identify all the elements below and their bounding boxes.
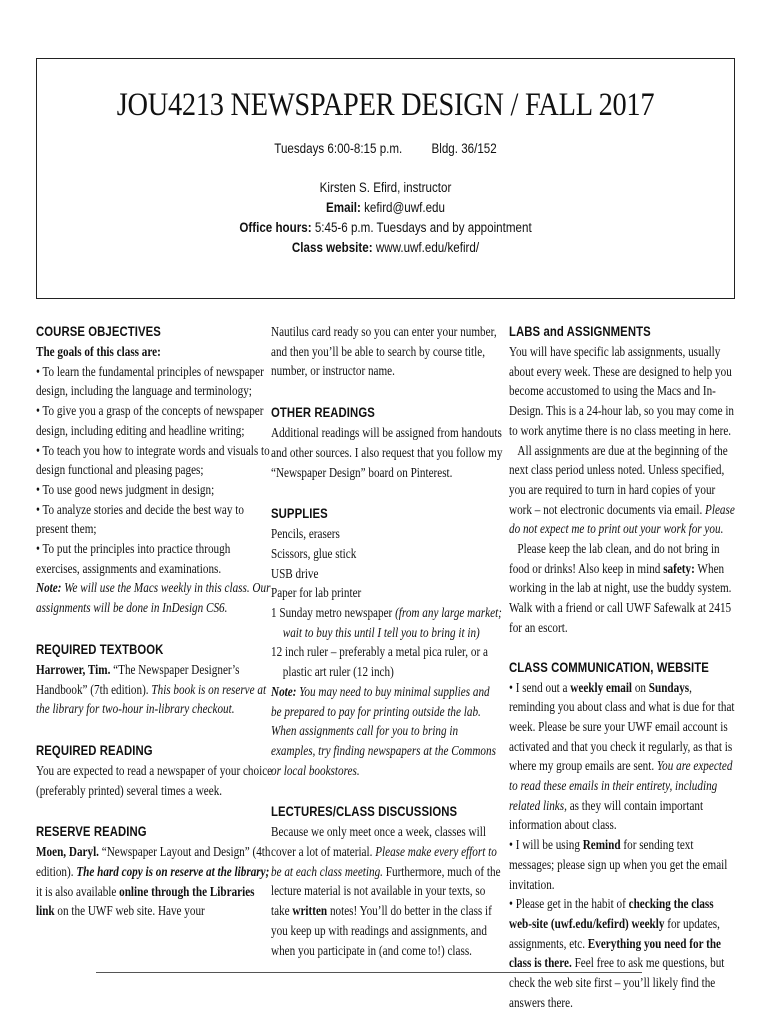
required-textbook-heading: REQUIRED TEXTBOOK bbox=[36, 641, 164, 657]
office-hours-line bbox=[86, 218, 685, 238]
supply-item: 12 inch ruler – preferably a metal pica ruler, or a plastic art ruler (12 inch) bbox=[271, 644, 488, 680]
goal-item: • To learn the fundamental principles of newspaper design, including the language and terminology; bbox=[36, 363, 264, 399]
macs-note: Note: We will use the Macs weekly in this class. Our assignments will be done in InDesign CS6. bbox=[36, 580, 271, 616]
office-hours-label: Office hours: bbox=[239, 220, 312, 235]
textbook-citation: Harrower, Tim. “The Newspaper Designer’s Handbook” (7th edition). This book is on reserve at the library for two-hour in-library checkout. bbox=[36, 661, 267, 717]
website-label: Class website: bbox=[291, 240, 373, 255]
required-reading-heading: REQUIRED READING bbox=[36, 742, 153, 758]
schedule-line bbox=[86, 141, 685, 156]
office-hours-value: 5:45-6 p.m. Tuesdays and by appointment bbox=[314, 220, 532, 235]
email-line bbox=[86, 198, 685, 218]
supply-item: Pencils, erasers bbox=[271, 526, 340, 542]
goal-item: • To teach you how to integrate words and visuals to design functional and pleasing pages; bbox=[36, 442, 270, 478]
reserve-continued-text: Nautilus card ready so you can enter your number, and then you’ll be able to search by course title, number, or instructor name. bbox=[271, 324, 497, 379]
required-reading-text: You are expected to read a newspaper of your choice (preferably printed) several times a week. bbox=[36, 762, 273, 798]
supply-item: Scissors, glue stick bbox=[271, 545, 357, 561]
supplies-heading: SUPPLIES bbox=[271, 506, 328, 522]
communication-item: • I send out a weekly email on Sundays, reminding you about class and what is due for that week. Please be sure your UWF email account is activated and that you check it regularly, as that is where my group emails are sent. You are expected to read these emails in their entirety, including related links, as they will contain important information about class. bbox=[509, 679, 735, 833]
supply-item: Paper for lab printer bbox=[271, 585, 362, 601]
communication-item: • I will be using Remind for sending text messages; please sign up when you get the email invitation. bbox=[509, 837, 728, 892]
website-link[interactable]: www.uwf.edu/kefird/ bbox=[375, 240, 480, 255]
labs-heading: LABS and ASSIGNMENTS bbox=[509, 324, 651, 339]
course-title: JOU4213 NEWSPAPER DESIGN / FALL 2017 bbox=[116, 87, 655, 123]
labs-paragraph: Please keep the lab clean, and do not bring in food or drinks! Also keep in mind safety: When working in the lab at night, use the buddy system. Walk with a friend or call UWF Safewalk at 2415 for an escort. bbox=[509, 541, 732, 635]
other-readings-text: Additional readings will be assigned from handouts and other sources. I also request that you follow my “Newspaper Design” board on Pinterest. bbox=[271, 425, 503, 480]
communication-item: • Please get in the habit of checking the class web-site (uwf.edu/kefird) weekly for updates, assignments, etc. Everything you need for the class is there. Feel free to ask me questions, but check the web site first – you’ll likely find the answers there. bbox=[509, 896, 725, 1010]
footer-rule bbox=[96, 972, 642, 973]
column-left bbox=[36, 322, 274, 921]
lectures-heading: LECTURES/CLASS DISCUSSIONS bbox=[271, 804, 458, 820]
instructor-info bbox=[86, 178, 685, 258]
other-readings-heading: OTHER READINGS bbox=[271, 405, 375, 421]
supply-item: 1 Sunday metro newspaper (from any large market; wait to buy this until I tell you to bring it in) bbox=[271, 605, 502, 640]
email-link[interactable]: kefird@uwf.edu bbox=[364, 200, 445, 215]
email-label: Email: bbox=[326, 200, 361, 215]
supplies-note: Note: You may need to buy minimal supplies and be prepared to pay for printing outside the lab. When assignments call for you to bring in examples, try finding newspapers at the Commons or local bookstores. bbox=[271, 683, 496, 778]
goal-item: • To analyze stories and decide the best way to present them; bbox=[36, 501, 244, 537]
communication-heading: CLASS COMMUNICATION, WEBSITE bbox=[509, 659, 709, 675]
goal-item: • To put the principles into practice through exercises, assignments and examinations. bbox=[36, 541, 231, 576]
reserve-reading-heading: RESERVE READING bbox=[36, 824, 147, 840]
website-line bbox=[86, 238, 685, 258]
reserve-reading-text: Moen, Daryl. “Newspaper Layout and Design” (4th edition). The hard copy is on reserve at the library; it is also available online through the Libraries link on the UWF web site. Have your bbox=[36, 844, 271, 919]
course-objectives-heading: COURSE OBJECTIVES bbox=[36, 324, 161, 339]
instructor-name: Kirsten S. Efird, instructor bbox=[319, 180, 452, 195]
labs-paragraph: All assignments are due at the beginning of the next class period unless noted. Unless specified, you are required to turn in hard copies of your work – not electronic documents via email. Please do not expect me to print out your work for you. bbox=[509, 442, 735, 537]
header-box bbox=[36, 58, 735, 299]
column-middle bbox=[271, 322, 503, 960]
goal-item: • To give you a grasp of the concepts of newspaper design, including editing and headline writing; bbox=[36, 403, 264, 438]
goal-item: • To use good news judgment in design; bbox=[36, 481, 215, 497]
schedule-room: Bldg. 36/152 bbox=[431, 141, 497, 156]
supply-item: USB drive bbox=[271, 565, 319, 581]
labs-paragraph: You will have specific lab assignments, usually about every week. These are designed to help you become accustomed to using the Macs and In-Design. This is a 24-hour lab, so you may come in to work anytime there is no class meeting in here. bbox=[509, 344, 735, 438]
goals-intro: The goals of this class are: bbox=[36, 344, 161, 359]
column-right bbox=[509, 322, 738, 1013]
schedule-time: Tuesdays 6:00-8:15 p.m. bbox=[274, 141, 403, 156]
lectures-text: Because we only meet once a week, classes will cover a lot of material. Please make every effort to be at each class meeting. Furthermore, much of the lecture material is not available in your texts, so take written notes! You’ll do better in the class if you keep up with readings and assignments, and when you participate in (and come to!) class. bbox=[271, 824, 501, 958]
